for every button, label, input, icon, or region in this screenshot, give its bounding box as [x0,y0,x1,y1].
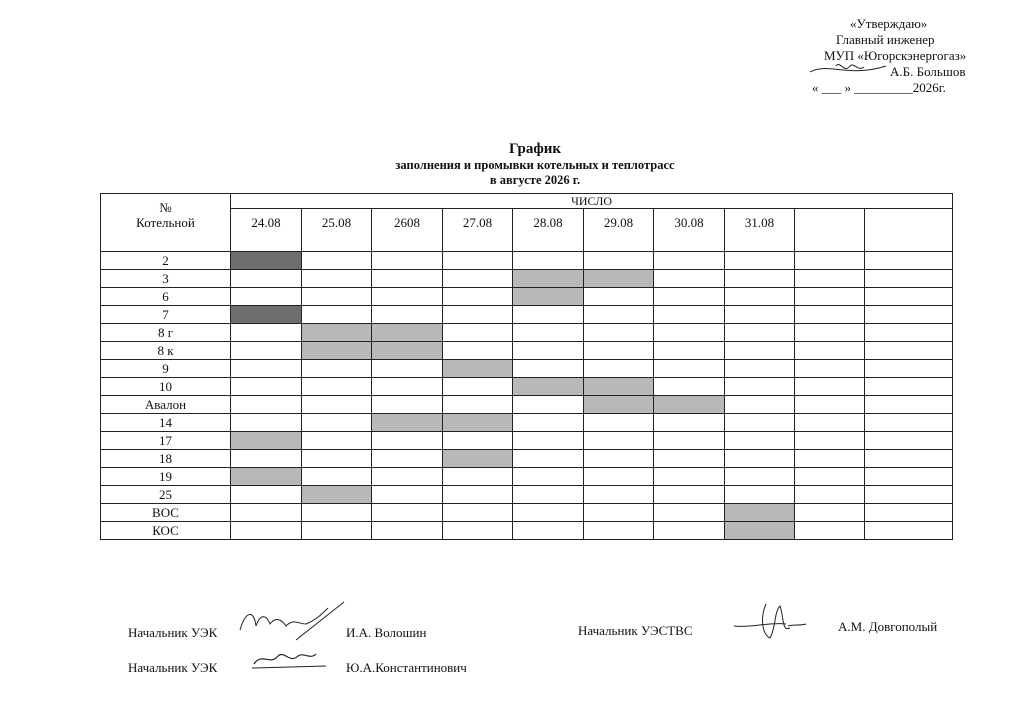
schedule-cell [513,270,584,288]
schedule-cell [795,378,865,396]
schedule-cell [584,342,654,360]
approval-line-name: А.Б. Большов [890,64,966,79]
schedule-cell [443,450,513,468]
header-boiler-number [101,194,231,252]
schedule-cell [231,360,302,378]
schedule-cell [584,432,654,450]
schedule-cell [654,288,725,306]
schedule-cell [513,504,584,522]
schedule-cell [443,306,513,324]
schedule-cell [513,378,584,396]
schedule-cell [584,324,654,342]
schedule-cell [513,252,584,270]
table-row [101,324,953,342]
schedule-cell [865,450,953,468]
schedule-cell [795,504,865,522]
date-header-cell: 30.08 [654,209,725,252]
schedule-cell [584,396,654,414]
schedule-table [100,193,953,540]
schedule-cell [231,396,302,414]
schedule-cell [231,270,302,288]
header-num-label: Котельной [136,215,195,230]
schedule-cell [654,450,725,468]
table-row [101,288,953,306]
schedule-cell [725,306,795,324]
approval-signature-icon [808,58,888,80]
schedule-cell [865,270,953,288]
schedule-cell [443,522,513,540]
schedule-cell [231,414,302,432]
schedule-cell [513,396,584,414]
schedule-cell [302,270,372,288]
signature-dovgopoly-icon [730,598,810,644]
schedule-cell [865,504,953,522]
schedule-cell [372,450,443,468]
schedule-cell [231,468,302,486]
schedule-cell [795,324,865,342]
schedule-cell [725,270,795,288]
schedule-cell [654,378,725,396]
schedule-cell [725,360,795,378]
schedule-cell [513,360,584,378]
schedule-cell [725,486,795,504]
title-period: в августе 2026 г. [489,173,581,187]
boiler-label: 8 к [101,342,231,360]
date-header-cell: 29.08 [584,209,654,252]
title-main: График [508,141,562,157]
header-date: ЧИСЛО [231,194,953,209]
schedule-cell [231,522,302,540]
schedule-cell [725,342,795,360]
schedule-cell [795,270,865,288]
table-row [101,504,953,522]
schedule-cell [302,522,372,540]
schedule-cell [584,504,654,522]
table-row [101,270,953,288]
schedule-cell [302,252,372,270]
table-row [101,252,953,270]
schedule-cell [302,450,372,468]
schedule-cell [795,360,865,378]
schedule-cell [795,252,865,270]
document-title [350,140,720,188]
schedule-cell [865,306,953,324]
schedule-rows [101,252,953,540]
table-row [101,486,953,504]
approval-block [790,16,1000,96]
schedule-cell [372,252,443,270]
schedule-cell [654,468,725,486]
schedule-cell [513,342,584,360]
schedule-cell [302,288,372,306]
schedule-cell [795,450,865,468]
approval-line-approve: «Утверждаю» [850,16,928,31]
date-header-cell: 27.08 [443,209,513,252]
schedule-cell [302,486,372,504]
schedule-cell [513,414,584,432]
schedule-cell [443,504,513,522]
schedule-cell [513,432,584,450]
table-row [101,432,953,450]
schedule-cell [302,396,372,414]
boiler-label: 25 [101,486,231,504]
schedule-cell [231,252,302,270]
schedule-cell [584,414,654,432]
schedule-cell [513,522,584,540]
schedule-cell [513,468,584,486]
footer-left1-name: И.А. Волошин [346,625,427,640]
schedule-cell [372,270,443,288]
date-header-cell: 24.08 [231,209,302,252]
schedule-cell [725,468,795,486]
schedule-cell [231,288,302,306]
schedule-cell [654,360,725,378]
schedule-cell [654,252,725,270]
schedule-cell [654,342,725,360]
schedule-cell [865,252,953,270]
schedule-cell [584,288,654,306]
schedule-cell [513,288,584,306]
schedule-cell [654,432,725,450]
table-row [101,396,953,414]
table-row [101,378,953,396]
schedule-cell [443,414,513,432]
schedule-cell [372,324,443,342]
date-header-cell [795,209,865,252]
date-header-cell: 2608 [372,209,443,252]
footer-left2-title: Начальник УЭК [128,660,218,675]
schedule-cell [372,342,443,360]
schedule-cell [654,522,725,540]
schedule-cell [302,360,372,378]
boiler-label: 18 [101,450,231,468]
schedule-cell [372,288,443,306]
schedule-cell [302,414,372,432]
schedule-cell [372,432,443,450]
boiler-label: 3 [101,270,231,288]
schedule-cell [865,324,953,342]
table-row [101,468,953,486]
date-header-cell: 25.08 [302,209,372,252]
schedule-cell [372,414,443,432]
schedule-cell [795,432,865,450]
boiler-label: 10 [101,378,231,396]
schedule-cell [443,396,513,414]
schedule-cell [231,486,302,504]
schedule-cell [865,486,953,504]
schedule-cell [231,324,302,342]
schedule-cell [513,324,584,342]
date-header-cell: 28.08 [513,209,584,252]
schedule-cell [443,342,513,360]
schedule-cell [795,396,865,414]
table-row [101,360,953,378]
title-subtitle: заполнения и промывки котельных и теплотрасс [395,158,675,172]
schedule-cell [231,432,302,450]
schedule-cell [865,396,953,414]
schedule-cell [654,414,725,432]
boiler-label: 17 [101,432,231,450]
boiler-label: Авалон [101,396,231,414]
schedule-cell [372,360,443,378]
schedule-cell [584,270,654,288]
approval-line-date: « ___ » _________2026г. [812,80,946,95]
schedule-cell [302,342,372,360]
schedule-cell [725,450,795,468]
schedule-cell [654,504,725,522]
schedule-cell [865,360,953,378]
footer-left1-title: Начальник УЭК [128,625,218,640]
schedule-cell [443,324,513,342]
schedule-cell [725,414,795,432]
table-row [101,522,953,540]
boiler-label: 6 [101,288,231,306]
date-header-cell: 31.08 [725,209,795,252]
schedule-cell [584,306,654,324]
date-header-cell [865,209,953,252]
schedule-cell [725,432,795,450]
schedule-cell [443,432,513,450]
signature-konstantinovich-icon [250,644,330,674]
approval-line-organization: МУП «Югорскэнергогаз» [824,48,967,63]
schedule-cell [865,522,953,540]
schedule-cell [725,324,795,342]
schedule-cell [302,324,372,342]
schedule-cell [795,342,865,360]
schedule-cell [795,414,865,432]
schedule-cell [513,306,584,324]
schedule-cell [654,486,725,504]
schedule-cell [372,396,443,414]
boiler-label: 14 [101,414,231,432]
schedule-cell [302,306,372,324]
schedule-cell [231,504,302,522]
boiler-label: 7 [101,306,231,324]
schedule-cell [725,522,795,540]
schedule-cell [725,396,795,414]
schedule-cell [865,288,953,306]
schedule-cell [372,378,443,396]
schedule-cell [302,378,372,396]
schedule-cell [443,252,513,270]
schedule-cell [443,270,513,288]
schedule-cell [725,252,795,270]
table-row [101,306,953,324]
schedule-cell [372,522,443,540]
approval-line-position: Главный инженер [836,32,935,47]
schedule-cell [725,378,795,396]
schedule-cell [443,288,513,306]
schedule-cell [443,468,513,486]
footer-left2-name: Ю.А.Константинович [346,660,467,675]
schedule-cell [231,450,302,468]
schedule-cell [654,270,725,288]
schedule-cell [584,360,654,378]
schedule-cell [302,432,372,450]
schedule-cell [654,324,725,342]
boiler-label: 9 [101,360,231,378]
schedule-cell [443,360,513,378]
schedule-cell [865,342,953,360]
schedule-cell [795,468,865,486]
footer-right-title: Начальник УЭСТВС [578,623,693,638]
schedule-cell [443,486,513,504]
schedule-cell [584,522,654,540]
boiler-label: ВОС [101,504,231,522]
schedule-cell [513,486,584,504]
schedule-cell [795,486,865,504]
schedule-cell [443,378,513,396]
schedule-cell [584,486,654,504]
boiler-label: 19 [101,468,231,486]
schedule-cell [584,450,654,468]
schedule-cell [795,306,865,324]
schedule-cell [372,468,443,486]
schedule-cell [231,378,302,396]
footer-right-name: А.М. Довгополый [838,619,938,634]
signature-voloshin-icon [236,600,346,642]
schedule-cell [654,396,725,414]
schedule-cell [725,288,795,306]
header-num-symbol: № [159,200,172,215]
schedule-cell [584,378,654,396]
schedule-cell [302,468,372,486]
schedule-cell [865,468,953,486]
schedule-cell [725,504,795,522]
table-row [101,450,953,468]
schedule-cell [584,468,654,486]
boiler-label: КОС [101,522,231,540]
schedule-cell [584,252,654,270]
schedule-cell [513,450,584,468]
boiler-label: 2 [101,252,231,270]
schedule-cell [302,504,372,522]
schedule-cell [372,504,443,522]
table-row [101,342,953,360]
schedule-cell [795,522,865,540]
schedule-cell [231,306,302,324]
boiler-label: 8 г [101,324,231,342]
schedule-cell [865,432,953,450]
schedule-cell [865,414,953,432]
schedule-cell [795,288,865,306]
schedule-cell [654,306,725,324]
schedule-cell [372,306,443,324]
table-row [101,414,953,432]
schedule-cell [231,342,302,360]
schedule-cell [865,378,953,396]
schedule-cell [372,486,443,504]
